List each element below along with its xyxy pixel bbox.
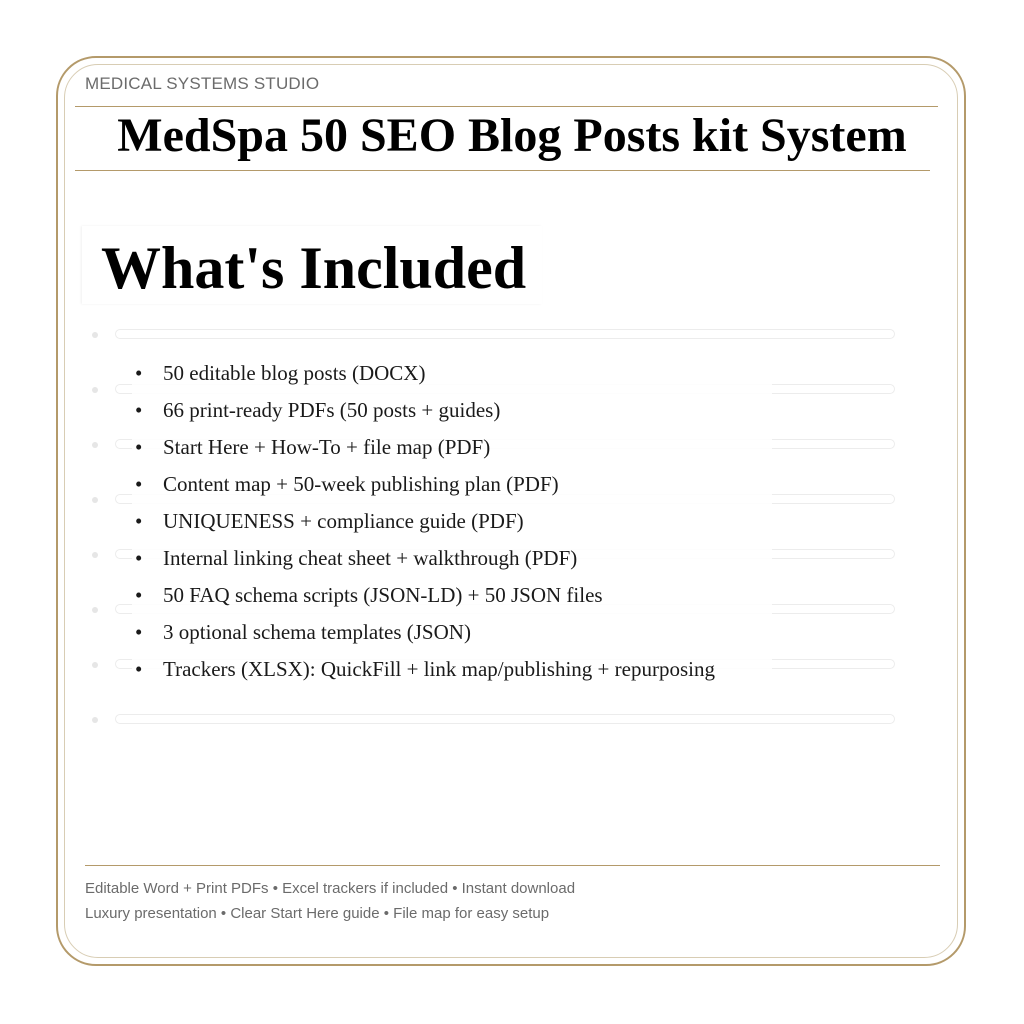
bullet-icon: • <box>135 620 143 644</box>
list-item-text: 66 print-ready PDFs (50 posts + guides) <box>163 398 501 422</box>
list-item <box>135 654 715 691</box>
ghost-dot <box>92 332 98 338</box>
ghost-dot <box>92 717 98 723</box>
bullet-icon: • <box>135 361 143 385</box>
list-item-text: 3 optional schema templates (JSON) <box>163 620 471 644</box>
list-item <box>135 543 715 580</box>
list-item <box>135 580 715 617</box>
bullet-icon: • <box>135 657 143 681</box>
footer-line-2: Luxury presentation • Clear Start Here guide • File map for easy setup <box>85 905 550 922</box>
bullet-icon: • <box>135 435 143 459</box>
list-item-text: UNIQUENESS + compliance guide (PDF) <box>163 509 524 533</box>
list-item <box>135 358 715 395</box>
section-heading: What's Included <box>101 235 527 301</box>
bullet-icon: • <box>135 472 143 496</box>
header-divider-bottom <box>75 170 930 171</box>
bullet-icon: • <box>135 509 143 533</box>
ghost-dot <box>92 662 98 668</box>
ghost-dot <box>92 552 98 558</box>
bullet-icon: • <box>135 583 143 607</box>
list-item-text: Content map + 50-week publishing plan (PDF) <box>163 472 559 496</box>
ghost-line <box>115 329 895 339</box>
list-item-text: Start Here + How-To + file map (PDF) <box>163 435 491 459</box>
ghost-dot <box>92 442 98 448</box>
ghost-dot <box>92 607 98 613</box>
ghost-dot <box>92 387 98 393</box>
footer-divider <box>85 865 940 866</box>
list-item <box>135 469 715 506</box>
list-item <box>135 395 715 432</box>
list-item <box>135 617 715 654</box>
header-divider-top <box>75 106 938 107</box>
brand-label: MEDICAL SYSTEMS STUDIO <box>85 74 320 93</box>
list-item <box>135 506 715 543</box>
ghost-line <box>115 714 895 724</box>
footer-line-1: Editable Word + Print PDFs • Excel trackers if included • Instant download <box>85 880 576 897</box>
list-item-text: 50 FAQ schema scripts (JSON-LD) + 50 JSON files <box>163 583 603 607</box>
page-title: MedSpa 50 SEO Blog Posts kit System <box>117 109 907 162</box>
bullet-icon: • <box>135 546 143 570</box>
bullet-icon: • <box>135 398 143 422</box>
list-item-text: 50 editable blog posts (DOCX) <box>163 361 426 385</box>
list-item <box>135 432 715 469</box>
included-list <box>135 358 715 691</box>
ghost-dot <box>92 497 98 503</box>
list-item-text: Internal linking cheat sheet + walkthrough (PDF) <box>163 546 578 570</box>
list-item-text: Trackers (XLSX): QuickFill + link map/publishing + repurposing <box>163 657 715 681</box>
